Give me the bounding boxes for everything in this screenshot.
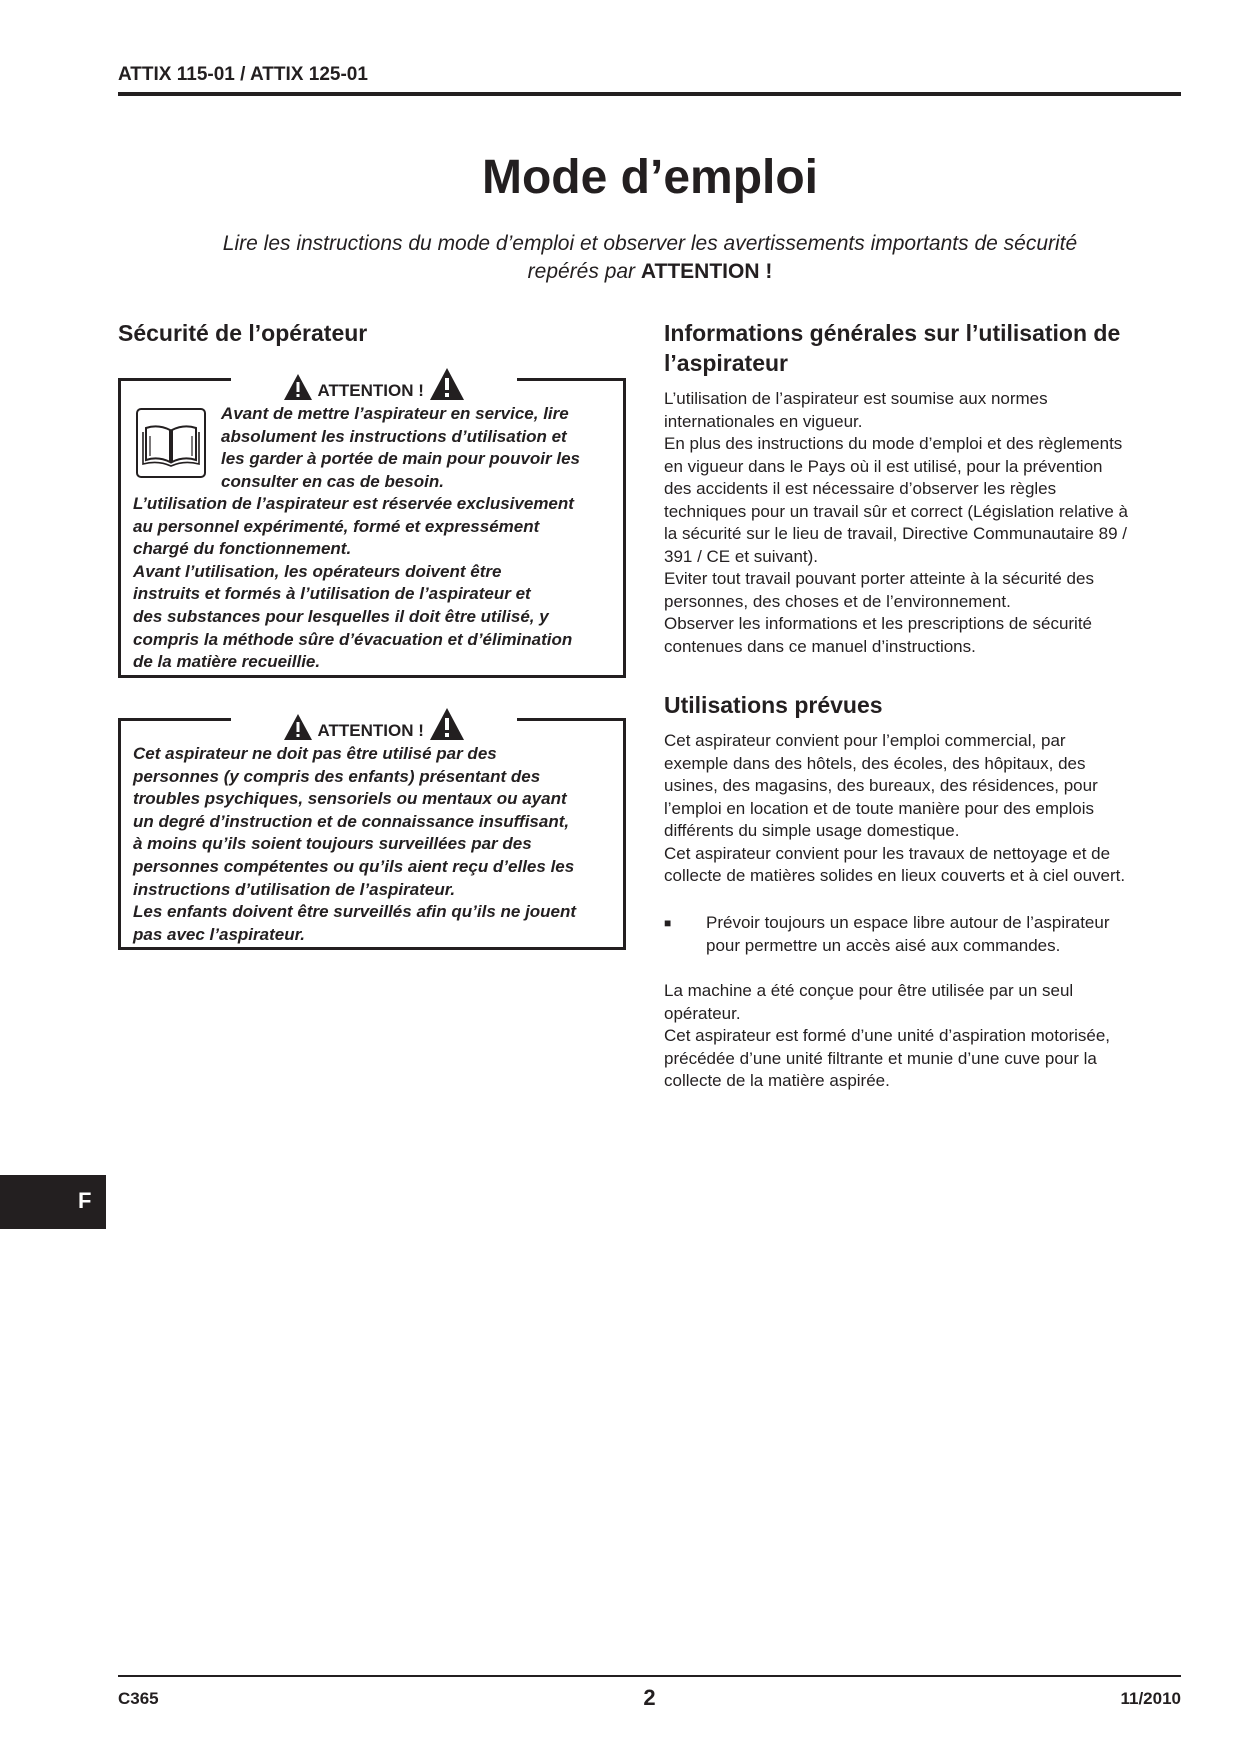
warning-1-icon-line: les garder à portée de main pour pouvoir les [221, 449, 580, 469]
paragraph-line: des accidents il est nécessaire d’observer les règles [664, 479, 1057, 498]
general-info-heading [664, 318, 1184, 378]
paragraph-line: Observer les informations et les prescriptions de sécurité [664, 614, 1093, 633]
warning-2-label: ATTENTION ! [317, 721, 424, 740]
language-tab-label: F [78, 1188, 92, 1213]
warning-1-line: chargé du fonctionnement. [133, 539, 352, 559]
general-info-heading-line: Informations générales sur l’utilisation de [664, 320, 1121, 346]
paragraph-line: précédée d’une unité filtrante et munie d’une cuve pour la [664, 1048, 1097, 1068]
warning-1-line: de la matière recueillie. [133, 652, 321, 672]
warning-1-label: ATTENTION ! [317, 381, 424, 400]
paragraph-line: différents du simple usage domestique. [664, 821, 960, 840]
general-info-heading-line: l’aspirateur [664, 350, 788, 376]
paragraph-line: techniques pour un travail sûr et correct (Législation relative à [664, 501, 1128, 521]
warning-1-icon-text [221, 403, 611, 493]
warning-triangle-icon [429, 707, 465, 741]
warning-2-header [231, 707, 517, 743]
warning-1-icon-line: consulter en cas de besoin. [221, 471, 444, 491]
warning-2-line: Les enfants doivent être surveillés afin qu’ils ne jouent [133, 902, 577, 922]
paragraph-line: Cet aspirateur convient pour l’emploi commercial, par [664, 731, 1066, 750]
warning-2-line: Cet aspirateur ne doit pas être utilisé par des [133, 744, 497, 763]
paragraph-line: exemple dans des hôtels, des écoles, des hôpitaux, des [664, 753, 1086, 773]
warning-2-line: personnes compétentes ou qu’ils aient reçu d’elles les [133, 856, 575, 876]
intro-line-2-strong: ATTENTION ! [640, 260, 773, 283]
intended-use-text [664, 730, 1194, 888]
header-title: ATTIX 115-01 / ATTIX 125-01 [118, 64, 368, 85]
warning-2-line: instructions d’utilisation de l’aspirateur. [133, 879, 456, 899]
bullet-line: Prévoir toujours un espace libre autour de l’aspirateur [706, 913, 1110, 932]
warning-1-line: instruits et formés à l’utilisation de l’aspirateur et [133, 584, 531, 604]
warning-2-text [133, 743, 611, 946]
warning-1-line: au personnel expérimenté, formé et expressément [133, 516, 540, 536]
page-footer [118, 1675, 1181, 1717]
paragraph-line: la sécurité sur le lieu de travail, Directive Communautaire 89 / [664, 524, 1127, 543]
warning-1-icon-line: absolument les instructions d’utilisation et [221, 426, 567, 446]
bullet-line: pour permettre un accès aisé aux commandes. [706, 935, 1061, 955]
warning-1-header [231, 367, 517, 403]
page-number: 2 [643, 1685, 656, 1710]
warning-triangle-icon [283, 713, 313, 741]
paragraph-line: usines, des magasins, des bureaux, des résidences, pour [664, 776, 1098, 795]
paragraph-line: internationales en vigueur. [664, 411, 863, 431]
footer-code: C365 [118, 1689, 159, 1708]
warning-2-line: troubles psychiques, sensoriels ou mentaux ou ayant [133, 789, 567, 809]
paragraph-line: En plus des instructions du mode d’emploi et des règlements [664, 434, 1123, 453]
warning-2-line: à moins qu’ils soient toujours surveillées par des [133, 834, 532, 854]
warning-2-line: personnes (y compris des enfants) présentant des [133, 766, 541, 786]
warning-triangle-icon [429, 367, 465, 401]
paragraph-line: personnes, des choses et de l’environnement. [664, 591, 1011, 611]
warning-1-line: Avant l’utilisation, les opérateurs doivent être [133, 561, 502, 581]
paragraph-line: collecte de matières solides en lieux couverts et à ciel ouvert. [664, 866, 1126, 885]
page-title: Mode d’emploi [482, 151, 818, 204]
warning-triangle-icon [283, 373, 313, 401]
warning-1-text [133, 493, 611, 674]
language-tab [0, 1175, 106, 1229]
paragraph-line: La machine a été conçue pour être utilisée par un seul [664, 981, 1074, 1000]
operator-text [664, 980, 1194, 1093]
warning-2-line: pas avec l’aspirateur. [133, 924, 305, 944]
paragraph-line: collecte de la matière aspirée. [664, 1071, 890, 1090]
warning-1-icon-line: Avant de mettre l’aspirateur en service, lire [221, 404, 569, 423]
bullet-square-icon: ■ [664, 916, 672, 930]
operator-safety-heading: Sécurité de l’opérateur [118, 320, 368, 346]
general-info-text [664, 388, 1194, 658]
paragraph-line: Cet aspirateur est formé d’une unité d’aspiration motorisée, [664, 1026, 1111, 1045]
paragraph-line: Eviter tout travail pouvant porter atteinte à la sécurité des [664, 569, 1094, 588]
warning-1-line: L’utilisation de l’aspirateur est réservée exclusivement [133, 494, 574, 513]
footer-date: 11/2010 [1120, 1689, 1181, 1708]
paragraph-line: 391 / CE et suivant). [664, 546, 819, 566]
intro-line-2-prefix: repérés par [527, 260, 641, 283]
paragraph-line: en vigueur dans le Pays où il est utilisé, pour la prévention [664, 456, 1103, 476]
warning-1-line: compris la méthode sûre d’évacuation et d’élimination [133, 629, 573, 649]
warning-box-1 [118, 378, 626, 678]
manual-book-icon [136, 408, 206, 478]
paragraph-line: opérateur. [664, 1003, 741, 1023]
intro-text [150, 230, 1150, 286]
bullet-text [706, 912, 1184, 957]
warning-1-line: des substances pour lesquelles il doit être utilisé, y [133, 606, 549, 626]
paragraph-line: contenues dans ce manuel d’instructions. [664, 636, 976, 656]
warning-box-2 [118, 718, 626, 950]
paragraph-line: L’utilisation de l’aspirateur est soumise aux normes [664, 389, 1048, 408]
intended-use-heading: Utilisations prévues [664, 692, 883, 718]
paragraph-line: l’emploi en location et de toute manière pour des emplois [664, 798, 1094, 818]
intro-line-1: Lire les instructions du mode d’emploi et observer les avertissements importants de sécurité [222, 232, 1078, 255]
page-header [118, 64, 1181, 96]
paragraph-line: Cet aspirateur convient pour les travaux de nettoyage et de [664, 843, 1111, 863]
warning-2-line: un degré d’instruction et de connaissance insuffisant, [133, 811, 570, 831]
